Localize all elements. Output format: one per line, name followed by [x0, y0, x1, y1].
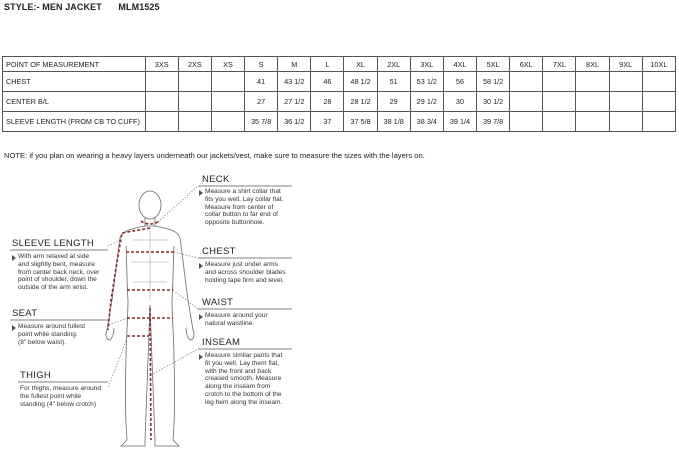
table-cell [510, 112, 543, 132]
column-header-size: 6XL [510, 57, 543, 72]
table-cell [145, 112, 178, 132]
column-header-size: 3XS [145, 57, 178, 72]
table-cell: 38 3/4 [410, 112, 443, 132]
table-row [3, 92, 676, 112]
table-cell [543, 72, 576, 92]
inseam-text-line: creased smooth. Measure [205, 375, 282, 383]
neck-block [202, 174, 230, 185]
table-cell [543, 92, 576, 112]
waist-description [205, 312, 268, 328]
seat-text-line: Measure around fullest [18, 323, 86, 330]
table-cell: 36 1/2 [278, 112, 311, 132]
table-cell [145, 92, 178, 112]
table-cell: 51 [377, 72, 410, 92]
table-cell: 37 [311, 112, 344, 132]
measurement-guide-figure [0, 160, 679, 450]
column-header-size: M [278, 57, 311, 72]
waist-block [202, 297, 233, 308]
chest-title: CHEST [202, 246, 236, 257]
table-cell: 30 [443, 92, 476, 112]
column-header-measurement: POINT OF MEASUREMENT [3, 57, 146, 72]
table-cell [510, 92, 543, 112]
sleeve-description [18, 253, 99, 292]
neck-title: NECK [202, 174, 230, 185]
seat-block [12, 308, 37, 319]
size-chart-table [2, 56, 676, 132]
row-label: CENTER B/L [3, 92, 146, 112]
table-cell [576, 92, 609, 112]
sleeve-text-line: point of shoulder, down the [18, 276, 97, 284]
table-cell [145, 72, 178, 92]
thigh-text-line: the fullest point while [20, 392, 82, 400]
waist-text-line: Measure around your [205, 312, 268, 319]
column-header-size: S [245, 57, 278, 72]
thigh-text-line: standing (4" below crotch) [20, 400, 97, 408]
table-cell: 27 1/2 [278, 92, 311, 112]
thigh-text-line: For thighs, measure around [20, 385, 101, 392]
seat-title: SEAT [12, 308, 38, 319]
sleeve-text-line: With arm relaxed at side [18, 253, 90, 260]
table-cell [642, 92, 675, 112]
table-cell: 39 1/4 [443, 112, 476, 132]
table-cell [609, 112, 642, 132]
style-header [4, 2, 174, 12]
sleeve-text-line: and slightly bent, measure [18, 260, 95, 268]
table-row [3, 112, 676, 132]
column-header-size: L [311, 57, 344, 72]
table-cell: 27 [245, 92, 278, 112]
neck-measure-line [141, 221, 159, 224]
neck-description [205, 188, 283, 227]
table-cell: 35 7/8 [245, 112, 278, 132]
table-cell [178, 72, 211, 92]
chest-text-line: and across shoulder blades [205, 268, 286, 276]
table-cell: 29 [377, 92, 410, 112]
table-cell: 28 1/2 [344, 92, 377, 112]
thigh-title: THIGH [20, 370, 52, 381]
column-header-size: 10XL [642, 57, 675, 72]
table-cell: 39 7/8 [477, 112, 510, 132]
leader-lines [108, 186, 198, 388]
table-cell [609, 72, 642, 92]
neck-text-line: collar button to far end of [205, 211, 278, 219]
inseam-block [202, 337, 240, 348]
table-cell [178, 92, 211, 112]
table-cell [211, 72, 244, 92]
table-cell: 48 1/2 [344, 72, 377, 92]
column-header-size: 2XL [377, 57, 410, 72]
neck-text-line: fits you well. Lay collar flat. [205, 195, 284, 203]
chest-text-line: holding tape firm and level. [205, 276, 284, 284]
inseam-text-line: along the inseam from [205, 383, 271, 391]
inseam-text-line: with the front and back [205, 367, 272, 375]
table-cell: 30 1/2 [477, 92, 510, 112]
neck-text-line: Measure a shirt collar that [205, 188, 281, 195]
chest-description [205, 261, 286, 284]
row-label: CHEST [3, 72, 146, 92]
column-header-size: XL [344, 57, 377, 72]
table-cell [178, 112, 211, 132]
table-cell: 29 1/2 [410, 92, 443, 112]
thigh-description [20, 385, 101, 408]
inseam-text-line: fit you well. Lay them flat, [205, 359, 280, 367]
table-cell: 28 [311, 92, 344, 112]
sleeve-text-line: from center back neck, over [18, 268, 100, 276]
seat-text-line: (8" below waist). [18, 338, 67, 346]
row-label: SLEEVE LENGTH (FROM CB TO CUFF) [3, 112, 146, 132]
table-cell: 58 1/2 [477, 72, 510, 92]
waist-text-line: natural waistline. [205, 319, 255, 327]
seat-description [18, 323, 85, 346]
table-cell [510, 72, 543, 92]
table-cell [576, 72, 609, 92]
table-cell [211, 112, 244, 132]
table-row [3, 72, 676, 92]
table-cell: 41 [245, 72, 278, 92]
column-header-size: 3XL [410, 57, 443, 72]
thigh-block [20, 370, 51, 381]
table-cell: 56 [443, 72, 476, 92]
table-cell: 46 [311, 72, 344, 92]
layering-note: NOTE: if you plan on wearing a heavy layers underneath our jackets/vest, make sure to measure the sizes with the layers on. [4, 151, 425, 160]
table-cell [642, 112, 675, 132]
table-cell: 37 5/8 [344, 112, 377, 132]
column-header-size: 4XL [443, 57, 476, 72]
seat-text-line: point while standing. [18, 330, 78, 338]
table-cell: 43 1/2 [278, 72, 311, 92]
sleeve-title: SLEEVE LENGTH [12, 238, 95, 249]
table-cell: 38 1/8 [377, 112, 410, 132]
table-cell: 53 1/2 [410, 72, 443, 92]
neck-text-line: Measure from center of [205, 203, 274, 211]
table-header-row [3, 57, 676, 72]
chest-text-line: Measure just under arms [205, 261, 278, 268]
sleeve-text-line: outside of the arm wrist. [18, 284, 88, 292]
column-header-size: 5XL [477, 57, 510, 72]
style-label: STYLE:- MEN JACKET [4, 2, 102, 12]
waist-title: WAIST [202, 297, 234, 308]
table-cell [211, 92, 244, 112]
style-code: MLM1525 [118, 2, 160, 12]
table-cell [642, 72, 675, 92]
table-cell [576, 112, 609, 132]
column-header-size: XS [211, 57, 244, 72]
chest-block [202, 246, 236, 257]
inseam-text-line: Measure similar pants that [205, 352, 283, 359]
column-header-size: 9XL [609, 57, 642, 72]
sleeve-measure-line [108, 228, 150, 330]
table-cell [609, 92, 642, 112]
column-header-size: 7XL [543, 57, 576, 72]
neck-text-line: opposite buttonhole. [205, 219, 265, 227]
inseam-text-line: crotch to the bottom of the [205, 390, 282, 398]
inseam-text-line: leg hem along the inseam. [205, 398, 283, 406]
inseam-title: INSEAM [202, 337, 241, 348]
column-header-size: 2XS [178, 57, 211, 72]
table-cell [543, 112, 576, 132]
column-header-size: 8XL [576, 57, 609, 72]
inseam-description [205, 352, 282, 407]
sleeve-block [12, 238, 94, 249]
